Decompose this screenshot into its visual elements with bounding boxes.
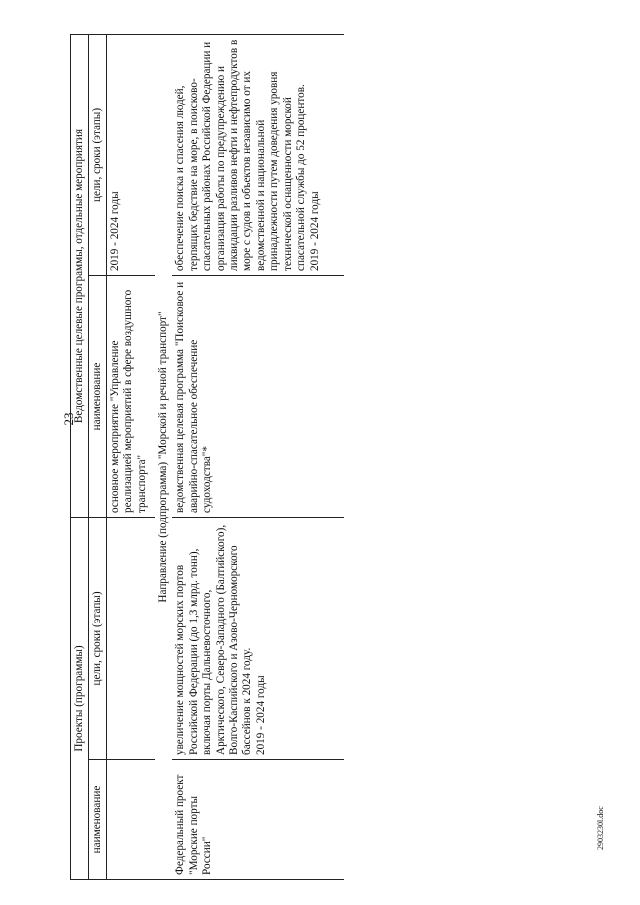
header-name-2: наименование [88,276,106,518]
cell-empty-2 [106,518,155,760]
header-goals-projects: цели, сроки (этапы) [88,518,106,760]
cell-project-goals: увеличение мощностей морских портов Российской Федерации (до 1,3 млрд. тонн), включая порты Дальневосточного, Арктического, Северо-Западного (Балтийского), Волго-Каспийского и Азово-Черноморского бассейнов к 2024 году. 2019 - 2024 годы [172,518,344,760]
table-row-top [106,35,155,880]
header-projects: Проекты (программы) [71,518,89,880]
table-row-section [155,35,172,880]
header-programs: Ведомственные целевые программы, отдельные мероприятия [71,35,89,518]
cell-measure-name: основное мероприятие "Управление реализацией мероприятий в сфере воздушного транспорта" [106,276,155,518]
table-row-main [172,35,344,880]
cell-program-goals: обеспечение поиска и спасения людей, терпящих бедствие на море, в поисково-спасательных районах Российской Федерации и организация работы по предупреждению и ликвидации разливов нефти и нефтепродуктов в море с судов и объектов независимо от их ведомственной и национальной принадлежности путем доведения уровня технической оснащенности морской спасательной службы до 52 процентов. 2019 - 2024 годы [172,35,344,276]
footer-file-name: 2903230l.doc [596,806,605,850]
cell-measure-terms: 2019 - 2024 годы [106,35,155,276]
rotated-table-container [70,35,625,880]
cell-empty-1 [106,760,155,880]
header-name: наименование [88,760,106,880]
header-goals-programs: цели, сроки (этапы) [88,35,106,276]
programs-table [70,34,344,880]
cell-project-name: Федеральный проект "Морские порты России" [172,760,344,880]
cell-program-name: ведомственная целевая программа "Поисковое и аварийно-спасательное обеспечение судоходства"* [172,276,344,518]
section-title: Направление (подпрограмма) "Морской и речной транспорт" [155,35,172,880]
page-number: 23 [61,412,76,426]
